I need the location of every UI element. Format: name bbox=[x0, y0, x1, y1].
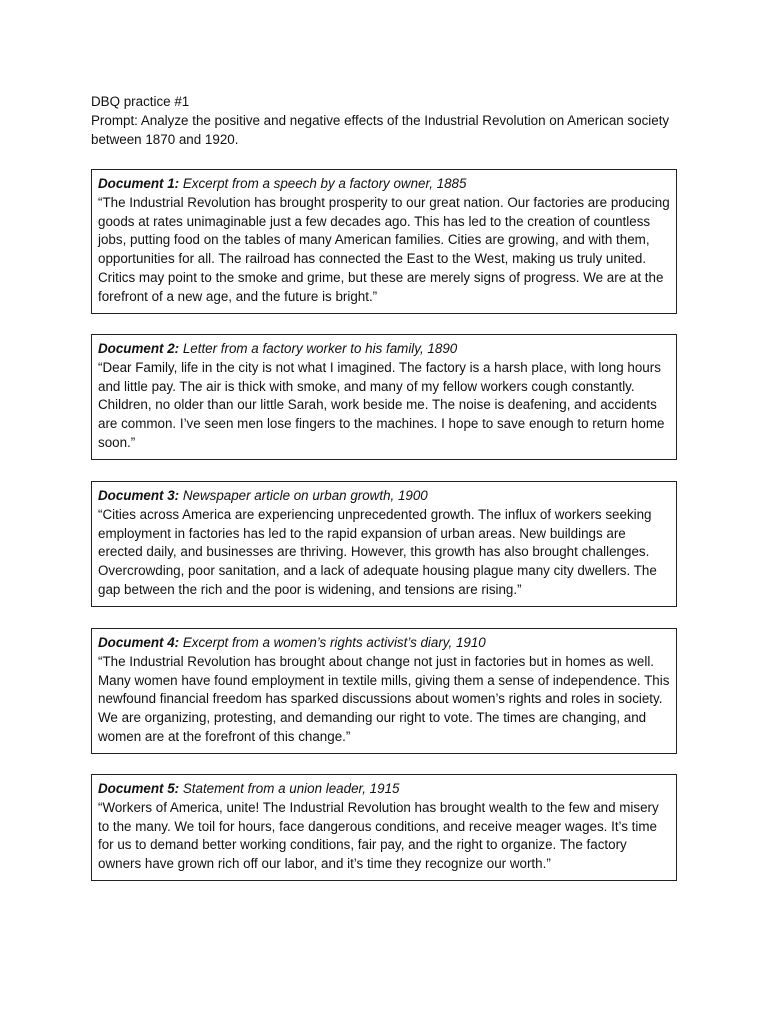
worksheet-header bbox=[91, 92, 691, 149]
document-1-source: Excerpt from a speech by a factory owner, 1885 bbox=[182, 176, 467, 191]
document-3-heading bbox=[98, 487, 670, 506]
document-3-label: Document 3: bbox=[98, 488, 180, 503]
document-5-label: Document 5: bbox=[98, 781, 180, 796]
document-5-heading bbox=[98, 780, 670, 799]
document-4-text: “The Industrial Revolution has brought about change not just in factories but in homes as well. Many women have found employment in textile mills, giving them a sense of independence. This newfound financial freedom has sparked discussions about women’s rights and roles in society. We are organizing, protesting, and demanding our right to vote. The times are changing, and women are at the forefront of this change.” bbox=[98, 653, 670, 744]
worksheet-prompt: Prompt: Analyze the positive and negative effects of the Industrial Revolution on American society between 1870 and 1920. bbox=[91, 113, 670, 147]
document-4-source: Excerpt from a women’s rights activist’s diary, 1910 bbox=[182, 635, 486, 650]
document-2-box bbox=[91, 334, 677, 460]
document-2-label: Document 2: bbox=[98, 341, 180, 356]
document-1-box bbox=[91, 169, 677, 314]
document-1-text: “The Industrial Revolution has brought prosperity to our great nation. Our factories are producing goods at rates unimaginable just a few decades ago. This has led to the creation of countless jobs, putting food on the tables of many American families. Cities are growing, and with them, opportunities for all. The railroad has connected the East to the West, making us truly united. Critics may point to the smoke and grime, but these are merely signs of progress. We are at the forefront of a new age, and the future is bright.” bbox=[98, 194, 670, 304]
document-2-heading bbox=[98, 340, 670, 359]
document-5-source: Statement from a union leader, 1915 bbox=[182, 781, 400, 796]
document-1-heading bbox=[98, 175, 670, 194]
document-3-text: “Cities across America are experiencing unprecedented growth. The influx of workers seeking employment in factories has led to the rapid expansion of urban areas. New buildings are erected daily, and businesses are thriving. However, this growth has also brought challenges. Overcrowding, poor sanitation, and a lack of adequate housing plague many city dwellers. The gap between the rich and the poor is widening, and tensions are rising.” bbox=[98, 506, 657, 597]
worksheet-title: DBQ practice #1 bbox=[91, 94, 190, 109]
document-4-box bbox=[91, 628, 677, 754]
document-4-heading bbox=[98, 634, 670, 653]
document-2-text: “Dear Family, life in the city is not what I imagined. The factory is a harsh place, with long hours and little pay. The air is thick with smoke, and many of my fellow workers cough constantly. Children, no older than our little Sarah, work beside me. The noise is deafening, and accidents are common. I’ve seen men lose fingers to the machines. I hope to save enough to return home soon.” bbox=[98, 359, 665, 450]
document-3-box bbox=[91, 481, 677, 607]
document-1-label: Document 1: bbox=[98, 176, 180, 191]
document-2-source: Letter from a factory worker to his family, 1890 bbox=[182, 341, 458, 356]
document-4-label: Document 4: bbox=[98, 635, 180, 650]
document-3-source: Newspaper article on urban growth, 1900 bbox=[182, 488, 428, 503]
document-5-text: “Workers of America, unite! The Industrial Revolution has brought wealth to the few and misery to the many. We toil for hours, face dangerous conditions, and receive meager wages. It’s time for us to demand better working conditions, fair pay, and the right to organize. The factory owners have grown rich off our labor, and it’s time they recognize our worth.” bbox=[98, 799, 659, 872]
document-5-box bbox=[91, 774, 677, 881]
